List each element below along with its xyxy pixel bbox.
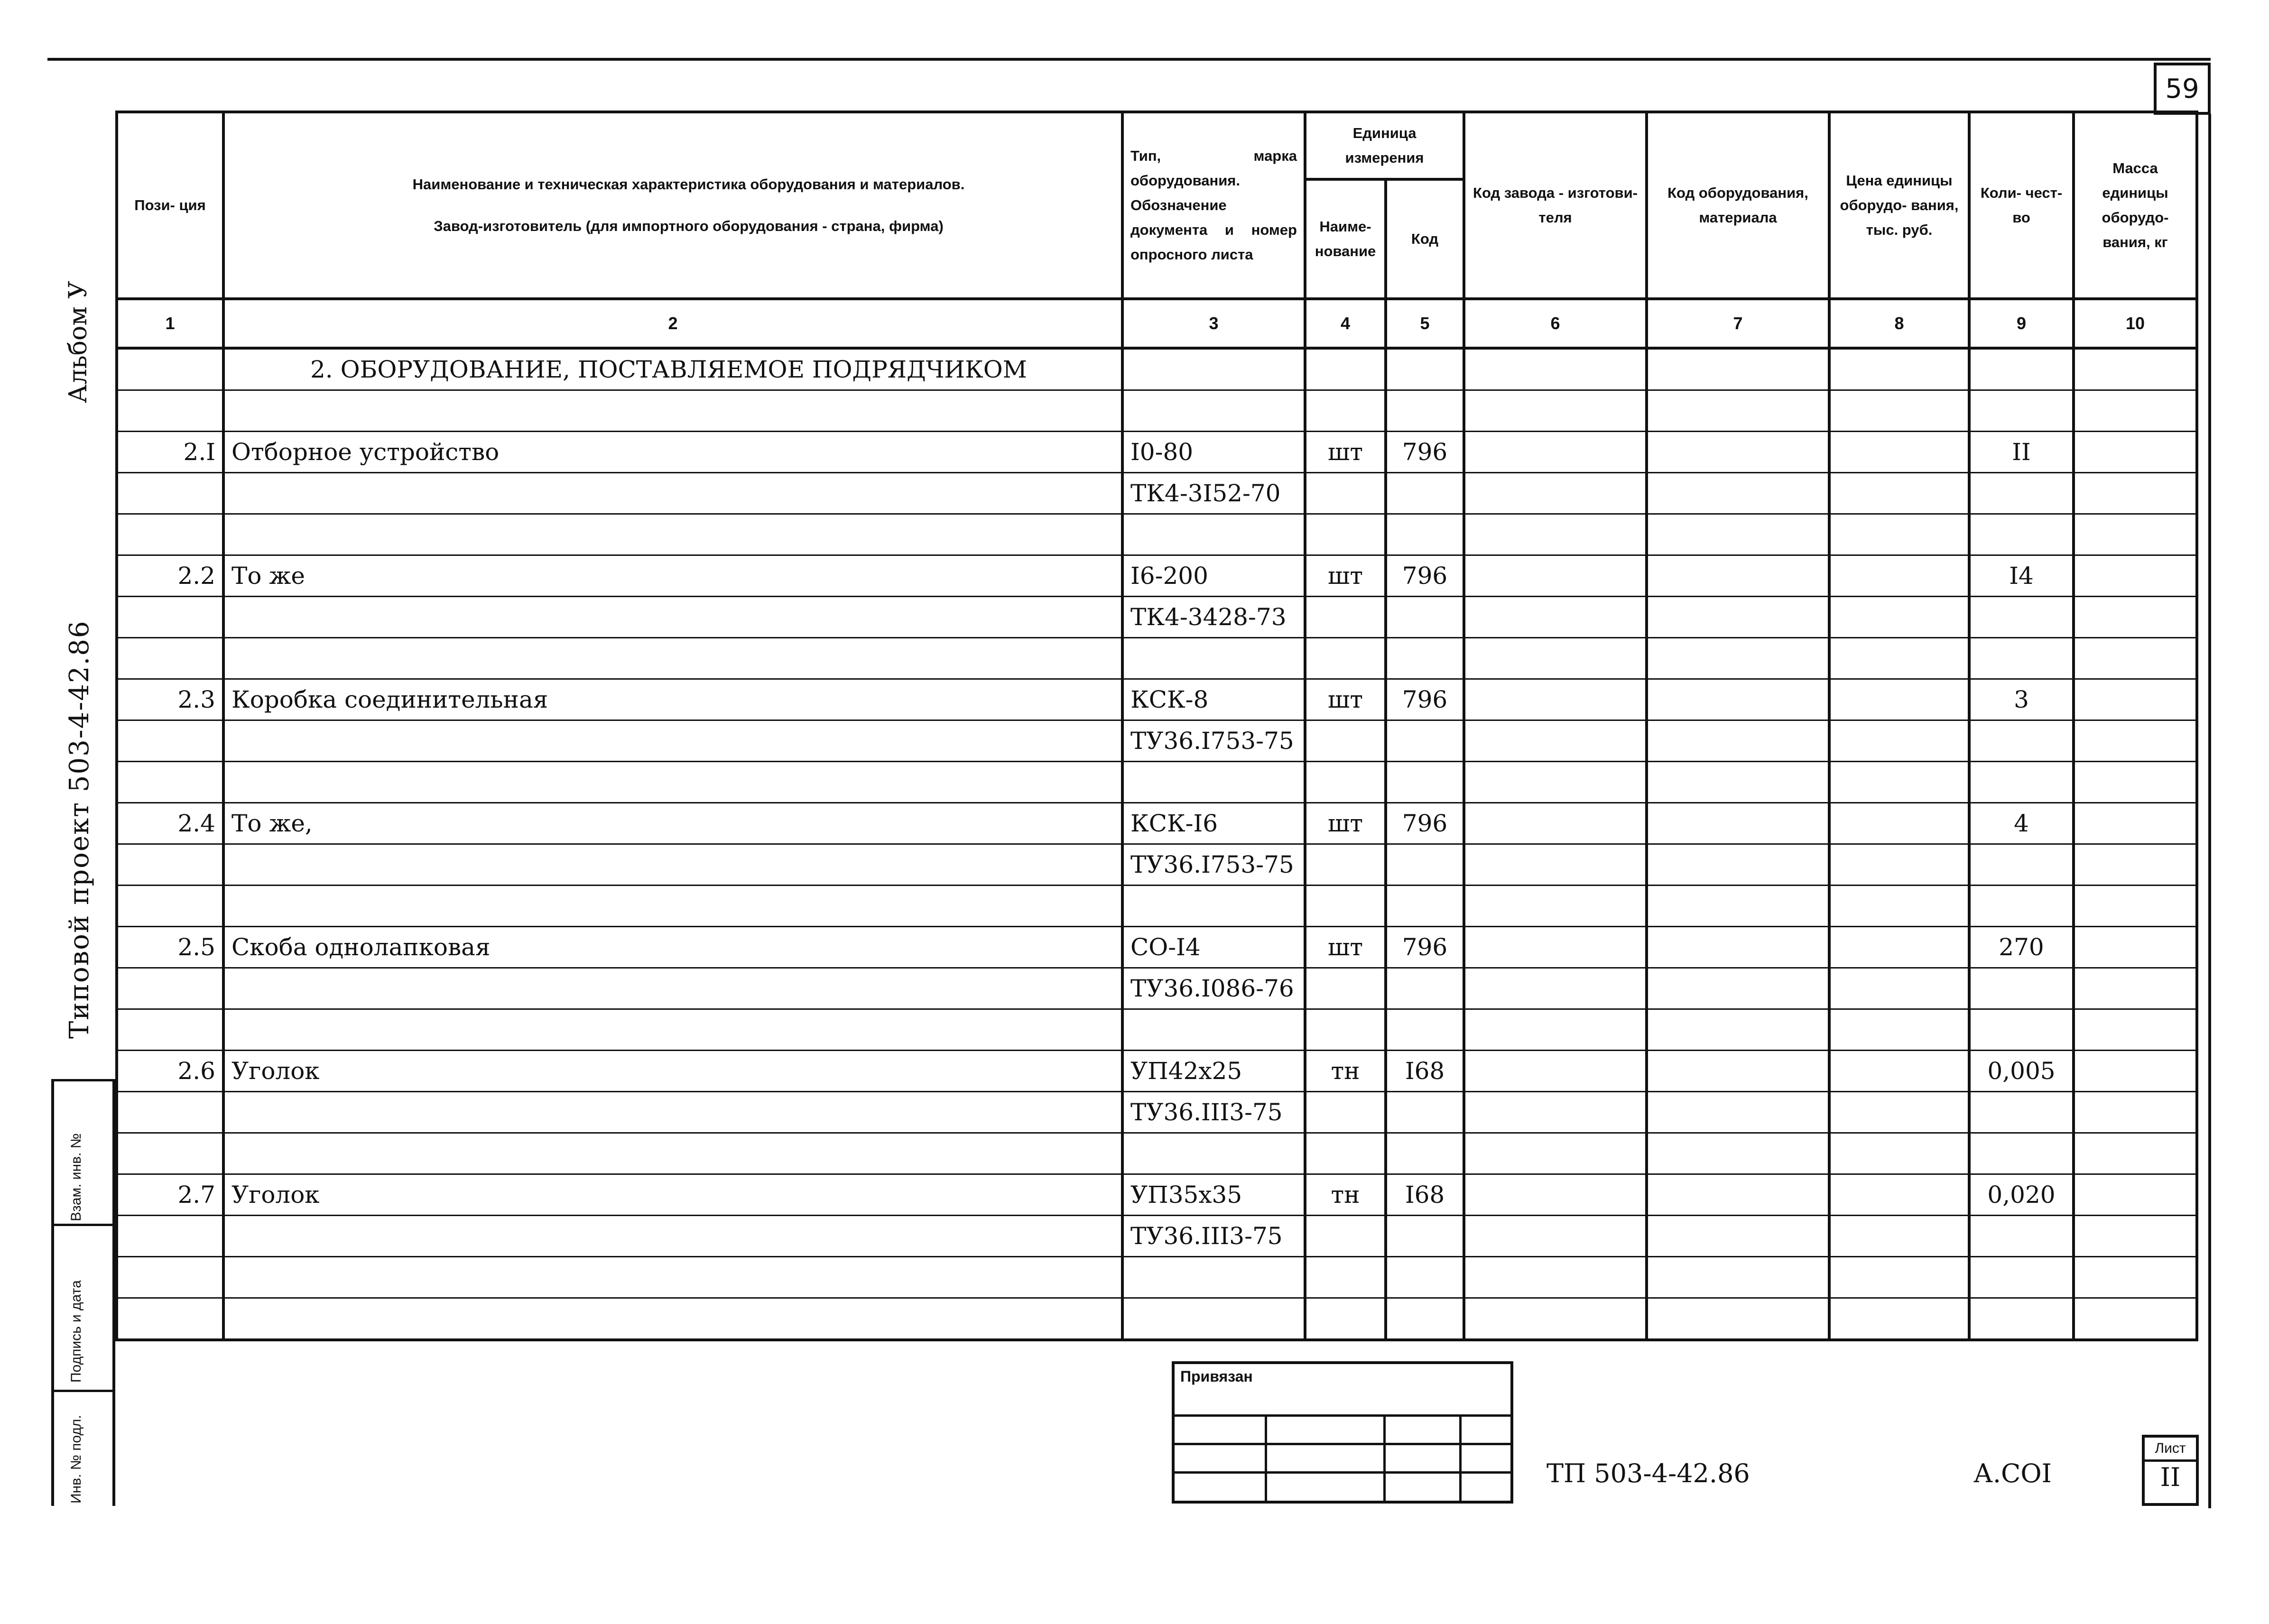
unit-cell: тн — [1305, 1174, 1386, 1216]
header-equipment-code: Код оборудования, материала — [1647, 112, 1829, 299]
name-cell: Уголок — [223, 1174, 1122, 1216]
quantity-cell: 270 — [1969, 927, 2074, 968]
column-number-row — [117, 299, 2197, 348]
col-num: 8 — [1829, 299, 1969, 348]
quantity-cell: II — [1969, 432, 2074, 473]
type-cell: I0-80 — [1122, 432, 1305, 473]
table-row-doc — [117, 968, 2197, 1009]
blank-row — [117, 886, 2197, 927]
type-cell: КСК-8 — [1122, 679, 1305, 720]
stamp-signature-date: Подпись и дата — [68, 1280, 84, 1383]
position-cell: 2.2 — [117, 555, 223, 597]
doc-cell: ТК4-3I52-70 — [1122, 473, 1305, 514]
album-label: Альбом У — [64, 281, 93, 403]
table-row-doc — [117, 597, 2197, 638]
project-label: Типовой проект 503-4-42.86 — [64, 620, 95, 1039]
blank-row — [117, 1133, 2197, 1174]
col-num: 5 — [1386, 299, 1464, 348]
type-cell: УП42х25 — [1122, 1051, 1305, 1092]
unit-cell: шт — [1305, 432, 1386, 473]
table-row-doc — [117, 844, 2197, 886]
table-row — [117, 1051, 2197, 1092]
unit-cell: шт — [1305, 803, 1386, 844]
margin-stamp — [51, 1079, 115, 1506]
col-num: 2 — [223, 299, 1122, 348]
table-row — [117, 432, 2197, 473]
sheet-number: II — [2160, 1462, 2181, 1492]
position-cell: 2.3 — [117, 679, 223, 720]
header-unit-code: Код — [1411, 231, 1439, 247]
table-row-doc — [117, 720, 2197, 762]
document-code: ТП 503-4-42.86 — [1547, 1458, 1750, 1488]
top-rule — [47, 58, 2211, 61]
page-number: 59 — [2154, 63, 2211, 115]
blank-row — [117, 390, 2197, 432]
type-cell: УП35х35 — [1122, 1174, 1305, 1216]
blank-row — [117, 1257, 2197, 1298]
table-row — [117, 679, 2197, 720]
col-num: 4 — [1305, 299, 1386, 348]
sheet-code: А.СОI — [1973, 1458, 2052, 1488]
doc-cell: ТК4-3428-73 — [1122, 597, 1305, 638]
stamp-original-inv: Инв. № подл. — [68, 1415, 84, 1504]
doc-cell: ТУ36.I753-75 — [1122, 844, 1305, 886]
name-cell: Отборное устройство — [223, 432, 1122, 473]
title-block-bound — [1172, 1361, 1513, 1504]
header-plant-code: Код завода - изготови- теля — [1464, 112, 1647, 299]
header-quantity: Коли- чест- во — [1969, 112, 2074, 299]
section-title: 2. ОБОРУДОВАНИЕ, ПОСТАВЛЯЕМОЕ ПОДРЯДЧИКОМ — [223, 348, 1122, 390]
stamp-replaced-inv: Взам. инв. № — [68, 1133, 84, 1221]
header-type: Тип, марка оборудования. Обозначение документа и номер опросного листа — [1122, 112, 1305, 299]
table-row-doc — [117, 473, 2197, 514]
name-cell: То же, — [223, 803, 1122, 844]
sheet-caption: Лист — [2145, 1438, 2196, 1462]
position-cell: 2.6 — [117, 1051, 223, 1092]
table-row-doc — [117, 1216, 2197, 1257]
sheet-box — [2142, 1435, 2199, 1506]
header-row — [117, 112, 2197, 299]
unit-code-cell: I68 — [1386, 1051, 1464, 1092]
col-num: 9 — [1969, 299, 2074, 348]
section-row — [117, 348, 2197, 390]
table-row — [117, 927, 2197, 968]
unit-cell: шт — [1305, 927, 1386, 968]
blank-row — [117, 1009, 2197, 1051]
type-cell: I6-200 — [1122, 555, 1305, 597]
col-num: 1 — [117, 299, 223, 348]
blank-row — [117, 762, 2197, 803]
table-row-doc — [117, 1092, 2197, 1133]
header-price: Цена единицы оборудо- вания, тыс. руб. — [1829, 112, 1969, 299]
unit-cell: шт — [1305, 679, 1386, 720]
specification-table — [115, 111, 2198, 1341]
header-unit-group — [1305, 112, 1464, 299]
unit-code-cell: 796 — [1386, 555, 1464, 597]
blank-row — [117, 514, 2197, 555]
position-cell: 2.I — [117, 432, 223, 473]
quantity-cell: 0,020 — [1969, 1174, 2074, 1216]
unit-code-cell: 796 — [1386, 927, 1464, 968]
type-cell: КСК-I6 — [1122, 803, 1305, 844]
bound-label: Привязан — [1180, 1368, 1253, 1385]
col-num: 3 — [1122, 299, 1305, 348]
quantity-cell: 4 — [1969, 803, 2074, 844]
header-unit-name: Наиме- нование — [1306, 181, 1387, 297]
blank-row — [117, 638, 2197, 679]
position-cell: 2.5 — [117, 927, 223, 968]
unit-cell: тн — [1305, 1051, 1386, 1092]
doc-cell: ТУ36.I753-75 — [1122, 720, 1305, 762]
doc-cell: ТУ36.I086-76 — [1122, 968, 1305, 1009]
unit-code-cell: 796 — [1386, 432, 1464, 473]
name-cell: Коробка соединительная — [223, 679, 1122, 720]
name-cell: Скоба однолапковая — [223, 927, 1122, 968]
position-cell: 2.7 — [117, 1174, 223, 1216]
header-position: Пози- ция — [117, 112, 223, 299]
table-row — [117, 555, 2197, 597]
doc-cell: ТУ36.III3-75 — [1122, 1092, 1305, 1133]
name-cell: То же — [223, 555, 1122, 597]
col-num: 7 — [1647, 299, 1829, 348]
header-name-line1: Наименование и техническая характеристика оборудования и материалов. — [412, 176, 965, 193]
quantity-cell: 0,005 — [1969, 1051, 2074, 1092]
table-row — [117, 1174, 2197, 1216]
col-num: 6 — [1464, 299, 1647, 348]
unit-code-cell: I68 — [1386, 1174, 1464, 1216]
unit-cell: шт — [1305, 555, 1386, 597]
unit-code-cell: 796 — [1386, 803, 1464, 844]
header-unit-title: Единица измерения — [1306, 113, 1463, 181]
name-cell: Уголок — [223, 1051, 1122, 1092]
header-name — [223, 112, 1122, 299]
col-num: 10 — [2074, 299, 2197, 348]
header-name-line2: Завод-изготовитель (для импортного оборудования - страна, фирма) — [434, 218, 944, 234]
doc-cell: ТУ36.III3-75 — [1122, 1216, 1305, 1257]
table-row — [117, 803, 2197, 844]
header-mass: Масса единицы оборудо- вания, кг — [2074, 112, 2197, 299]
type-cell: СО-I4 — [1122, 927, 1305, 968]
quantity-cell: 3 — [1969, 679, 2074, 720]
frame-right-border — [2208, 114, 2211, 1508]
position-cell: 2.4 — [117, 803, 223, 844]
unit-code-cell: 796 — [1386, 679, 1464, 720]
quantity-cell: I4 — [1969, 555, 2074, 597]
blank-row — [117, 1298, 2197, 1340]
